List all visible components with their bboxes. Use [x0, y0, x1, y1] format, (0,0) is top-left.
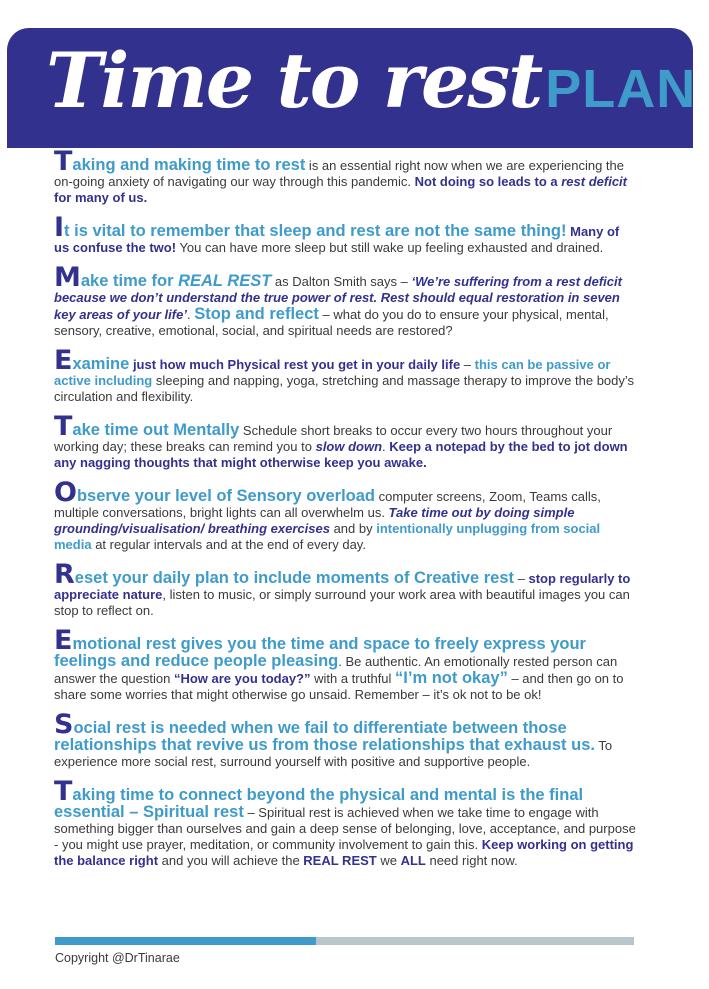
highlight-text: ALL: [400, 853, 426, 868]
highlight-text: this can be passive or active including: [54, 357, 611, 388]
plan-section: [54, 212, 636, 256]
highlight-text: ake time out Mentally: [72, 421, 240, 439]
drop-cap: R: [54, 559, 75, 590]
plan-section: [54, 477, 636, 553]
body-text: .: [186, 307, 195, 322]
body-text: To experience more social rest, surround yourself with positive and supportive people.: [54, 738, 613, 769]
plan-section: [54, 709, 636, 770]
drop-cap: S: [54, 709, 74, 740]
highlight-text: Stop and reflect: [194, 305, 319, 323]
body-text: , listen to music, or simply surround your work area with beautiful images you can stop to reflect on.: [54, 587, 630, 618]
body-text: –: [514, 571, 529, 586]
highlight-text: aking time to connect beyond the physical and mental is the final essential – Spiritual rest: [54, 786, 584, 821]
title-script: Time to rest: [46, 36, 542, 125]
body-text: You can have more sleep but still wake up feeling exhausted and drained.: [176, 240, 604, 255]
highlight-text: ake time for: [80, 272, 179, 290]
highlight-text: aking and making time to rest: [72, 156, 306, 174]
drop-cap: T: [54, 146, 73, 177]
body-text: and by: [329, 521, 377, 536]
highlight-text: ‘We’re suffering from a rest deficit because we don’t understand the true power of rest. Rest should equal restoration in seven key areas of your life’: [54, 274, 622, 322]
highlight-text: REAL REST: [178, 272, 272, 290]
body-text: computer screens, Zoom, Teams calls, multiple conversations, bright lights can all overwhelm us.: [54, 489, 601, 520]
highlight-text: eset your daily plan to include moments of Creative rest: [74, 569, 514, 587]
drop-cap: E: [54, 625, 73, 656]
plan-body: [54, 146, 636, 881]
title-plan: PLAN: [545, 59, 697, 119]
plan-section: [54, 262, 636, 339]
highlight-text: Take time out by doing simple grounding/visualisation/ breathing exercises: [54, 505, 575, 536]
highlight-text: stop regularly to appreciate nature: [54, 571, 631, 602]
body-text: with a truthful: [310, 671, 396, 686]
highlight-text: slow down: [315, 439, 383, 454]
highlight-text: just how much Physical rest you get in your daily life: [129, 357, 461, 372]
highlight-text: Many of us confuse the two!: [54, 224, 620, 255]
drop-cap: T: [54, 776, 73, 807]
highlight-text: motional rest gives you the time and space to freely express your feelings and reduce people pleasing: [54, 635, 586, 670]
highlight-text: t is vital to remember that sleep and rest are not the same thing!: [64, 222, 567, 240]
plan-section: [54, 146, 636, 206]
drop-cap: T: [54, 411, 73, 442]
body-text: –: [460, 357, 475, 372]
plan-section: [54, 625, 636, 703]
copyright-text: Copyright @DrTinarae: [55, 951, 180, 965]
plan-section: [54, 411, 636, 471]
body-text: at regular intervals and at the end of every day.: [91, 537, 366, 552]
highlight-text: ocial rest is needed when we fail to differentiate between those relationships that revive us from those relationships that exhaust us.: [54, 719, 595, 754]
highlight-text: for many of us.: [54, 190, 148, 205]
body-text: . Be authentic. An emotionally rested person can answer the question: [54, 654, 618, 686]
highlight-text: intentionally unplugging from social media: [54, 521, 601, 552]
highlight-text: xamine: [72, 355, 130, 373]
body-text: as Dalton Smith says –: [271, 274, 412, 289]
highlight-text: Not doing so leads to a: [414, 174, 562, 189]
highlight-text: REAL REST: [303, 853, 377, 868]
body-text: .: [382, 439, 390, 454]
footer-rule-grey: [316, 937, 634, 945]
body-text: is an essential right now when we are experiencing the on-going anxiety of navigating our way through this pandemic.: [54, 158, 624, 189]
body-text: – and then go on to share some worries that might otherwise go unsaid. Remember – it’s ok not to be ok!: [54, 671, 624, 702]
drop-cap: M: [54, 262, 81, 293]
drop-cap: E: [54, 345, 73, 376]
highlight-text: rest deficit: [561, 174, 627, 189]
body-text: – what do you do to ensure your physical, mental, sensory, creative, emotional, social, and spiritual needs are restored?: [54, 307, 609, 338]
drop-cap: O: [54, 477, 77, 508]
body-text: Schedule short breaks to occur every two hours throughout your working day; these breaks can remind you to: [54, 423, 613, 454]
page-title: [46, 36, 696, 125]
body-text: sleeping and napping, yoga, stretching and massage therapy to improve the body’s circulation and flexibility.: [54, 373, 635, 404]
body-text: – Spiritual rest is achieved when we take time to engage with something bigger than ourselves and gain a deep sense of belonging, love, acceptance, and purpose - you might use prayer, meditation, or community involvement to gain this.: [54, 805, 636, 852]
body-text: and you will achieve the: [158, 853, 304, 868]
highlight-text: “I’m not okay”: [395, 669, 508, 687]
highlight-text: Keep working on getting the balance right: [54, 837, 634, 868]
body-text: we: [376, 853, 401, 868]
highlight-text: “How are you today?”: [173, 671, 311, 686]
body-text: need right now.: [425, 853, 518, 868]
highlight-text: Keep a notepad by the bed to jot down any nagging thoughts that might otherwise keep you awake.: [54, 439, 628, 470]
drop-cap: I: [54, 212, 65, 243]
plan-section: [54, 345, 636, 405]
highlight-text: bserve your level of Sensory overload: [76, 487, 375, 505]
plan-section: [54, 559, 636, 619]
footer-rule-blue: [55, 937, 316, 945]
plan-section: [54, 776, 636, 869]
